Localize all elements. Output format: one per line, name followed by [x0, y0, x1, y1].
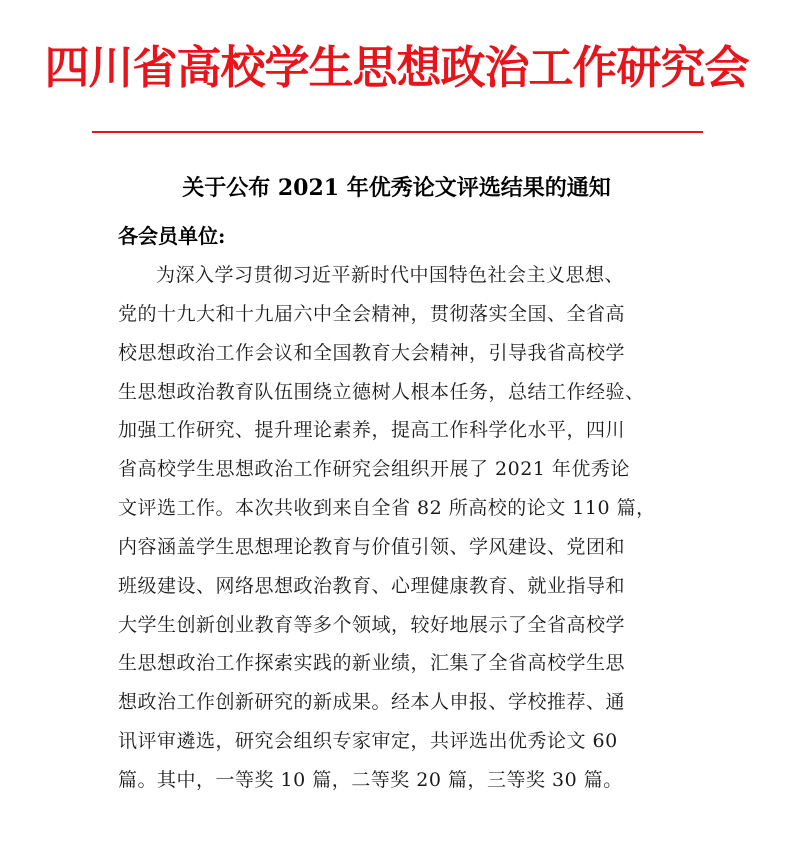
body-line: 加强工作研究、提升理论素养，提高工作科学化水平，四川 — [118, 419, 626, 442]
body-line: 党的十九大和十九届六中全会精神，贯彻落实全国、全省高 — [118, 302, 626, 325]
body-line: 文评选工作。本次共收到来自全省 82 所高校的论文 110 篇， — [118, 497, 656, 520]
body-line: 班级建设、网络思想政治教育、心理健康教育、就业指导和 — [118, 574, 626, 597]
organization-header-title: 四川省高校学生思想政治工作研究会 — [44, 41, 749, 94]
body-line: 想政治工作创新研究的新成果。经本人申报、学校推荐、通 — [118, 691, 626, 714]
header-red-rule — [92, 131, 703, 133]
notice-title: 关于公布 2021 年优秀论文评选结果的通知 — [182, 175, 611, 201]
body-line: 生思想政治教育队伍围绕立德树人根本任务，总结工作经验、 — [118, 380, 645, 403]
body-line: 省高校学生思想政治工作研究会组织开展了 2021 年优秀论 — [118, 458, 630, 481]
body-line: 为深入学习贯彻习近平新时代中国特色社会主义思想、 — [156, 264, 625, 286]
body-line: 生思想政治工作探索实践的新业绩，汇集了全省高校学生思 — [118, 652, 626, 675]
body-line: 内容涵盖学生思想理论教育与价值引领、学风建设、党团和 — [118, 535, 626, 558]
salutation: 各会员单位: — [118, 224, 226, 248]
body-line: 大学生创新创业教育等多个领域，较好地展示了全省高校学 — [118, 613, 626, 636]
body-line: 讯评审遴选，研究会组织专家审定，共评选出优秀论文 60 — [118, 730, 618, 753]
body-line: 篇。其中，一等奖 10 篇，二等奖 20 篇，三等奖 30 篇。 — [118, 768, 623, 791]
body-paragraph — [118, 256, 688, 800]
body-line: 校思想政治工作会议和全国教育大会精神，引导我省高校学 — [118, 341, 626, 364]
